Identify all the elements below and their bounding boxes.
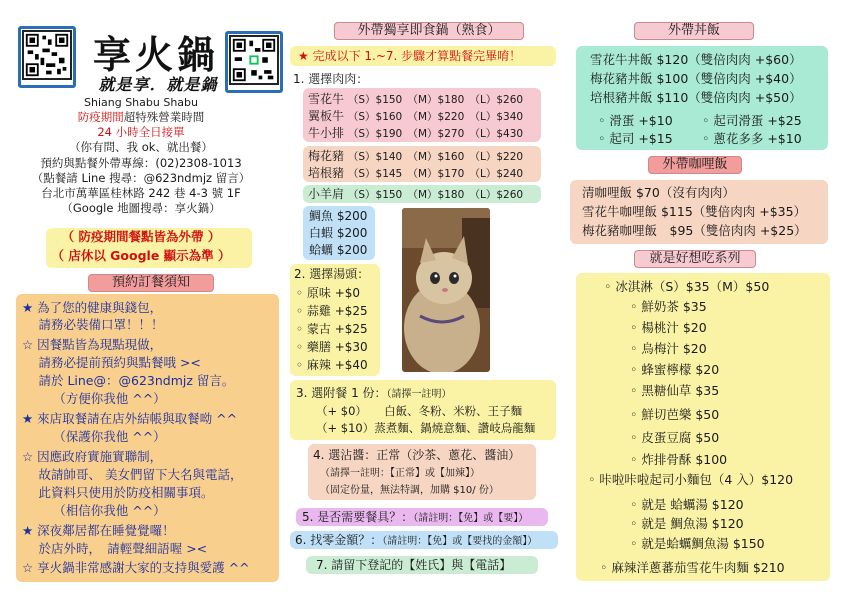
meat-row xyxy=(308,187,523,203)
notice-line: 請於 Line@：@623ndmjz 留言。 xyxy=(22,373,235,388)
meat-row xyxy=(308,166,523,182)
seafood-item: 白蝦 $200 xyxy=(309,226,368,240)
step3-note: （請擇一註明） xyxy=(386,389,452,400)
phone-text[interactable]: 預約與點餐外帶專線：(02)2308-1013 xyxy=(40,156,242,170)
snack-item: ◦ 鮮奶茶 $35 xyxy=(630,299,707,314)
notice-line: 於店外時， 請輕聲細語喔 >< xyxy=(22,541,208,556)
snack-item: ◦ 黑糖仙草 $35 xyxy=(630,383,720,398)
dine-note-2: （ 店休以 Google 顯示為準 ） xyxy=(51,248,231,263)
snack-item: ◦ 烏梅汁 $20 xyxy=(630,341,707,356)
step3-label xyxy=(296,386,452,402)
curry-item: 梅花豬咖哩飯 $95（雙倍肉肉 +$25） xyxy=(582,223,807,238)
step3-option-b: （+ $10）蒸煮麵、鍋燒意麵、讚岐烏龍麵 xyxy=(316,421,536,435)
snack-item: ◦ 麻辣洋蔥蕃茄雪花牛肉麵 $210 xyxy=(600,560,785,575)
snack-item: ◦ 楊桃汁 $20 xyxy=(630,320,707,335)
step6-note: （請註明：【免】或【要找的金額】） xyxy=(382,536,538,547)
qr-code-icon[interactable] xyxy=(22,30,72,80)
rice-item: 雪花牛丼飯 $120（雙倍肉肉 +$60） xyxy=(590,52,802,67)
snack-item: ◦ 冰淇淋（S）$35（M）$50 xyxy=(604,279,770,294)
seafood-item: 蛤蠣 $200 xyxy=(309,243,368,257)
special-hours-b: 超特殊營業時間 xyxy=(123,110,205,124)
snack-item: ◦ 鮮切芭樂 $50 xyxy=(630,407,720,422)
hotpot-title: 外帶獨享即食鍋（熟食） xyxy=(334,22,524,40)
notice-line: 故請帥哥、 美女們留下大名與電話， xyxy=(22,467,243,482)
rice-title: 外帶丼飯 xyxy=(634,22,754,40)
notice-line: 請務必裝備口罩！！！ xyxy=(22,317,164,332)
address-text: 台北市萬華區桂林路 242 巷 4-3 號 1F xyxy=(41,186,241,200)
soup-item: ◦ 蒙古 +$25 xyxy=(296,322,368,336)
meat-name: 梅花豬 xyxy=(308,149,345,163)
meat-row xyxy=(308,92,523,108)
curry-item: 雪花牛咖哩飯 $115（雙倍肉肉 +$35） xyxy=(582,204,807,219)
notice-line: ★ 來店取餐請在店外結帳與取餐呦 ^^ xyxy=(22,411,238,426)
step3-text: 3. 選附餐 1 份： xyxy=(296,386,387,400)
meat-prices: （S）$145 （M）$170 （L）$240 xyxy=(347,168,524,180)
soup-item: ◦ 麻辣 +$40 xyxy=(296,358,368,372)
rice-item: 培根豬丼飯 $110（雙倍肉肉 +$50） xyxy=(590,90,802,105)
meat-row xyxy=(308,149,523,165)
meat-prices: （S）$160 （M）$220 （L）$340 xyxy=(347,111,524,123)
snack-item: ◦ 就是 蛤蠣湯 $120 xyxy=(630,497,744,512)
snack-item: ◦ 皮蛋豆腐 $50 xyxy=(630,430,720,445)
snack-item: ◦ 炸排骨酥 $100 xyxy=(630,452,728,467)
rice-addon: ◦ 蔥花多多 +$10 xyxy=(702,131,802,146)
soup-item: ◦ 原味 +$0 xyxy=(296,286,361,300)
meat-name: 雪花牛 xyxy=(308,92,345,106)
line-qr-pattern xyxy=(231,37,277,83)
meat-prices: （S）$190 （M）$270 （L）$430 xyxy=(347,128,524,140)
map-text: （Google 地圖搜尋：享火鍋） xyxy=(61,201,221,215)
special-hours xyxy=(10,110,272,124)
hotpot-banner: ★ 完成以下 1.~7. 步驟才算點餐完畢唷！ xyxy=(298,49,522,63)
notice-line: ★ 為了您的健康與錢包， xyxy=(22,300,163,315)
line-search-text: （點餐請 Line 搜尋：@623ndmjz 留言） xyxy=(31,171,251,185)
cat-photo xyxy=(402,208,490,372)
notice-line: ☆ 因餐點皆為現點現做， xyxy=(22,337,163,352)
snack-item: ◦ 就是 鯛魚湯 $120 xyxy=(630,516,744,531)
snack-item: ◦ 就是蛤蠣鯛魚湯 $150 xyxy=(630,536,765,551)
notice-line: （保護你我他 ^^） xyxy=(22,429,166,444)
soup-item: ◦ 蒜雞 +$25 xyxy=(296,304,368,318)
notice-line: （相信你我他 ^^） xyxy=(22,503,166,518)
special-hours-a: 防疫期間 xyxy=(77,110,124,124)
step6-label xyxy=(295,533,537,549)
step5-text: 5. 是否需要餐具？： xyxy=(302,510,414,524)
step1-label: 1. 選擇肉肉： xyxy=(293,72,369,86)
meat-prices: （S）$150 （M）$180 （L）$260 xyxy=(347,94,524,106)
notice-line: ☆ 因應政府實施實聯制， xyxy=(22,449,163,464)
rice-addon: ◦ 起司 +$15 xyxy=(598,131,673,146)
step4-note-a: （請擇一註明：【正常】或【加辣】） xyxy=(320,468,480,479)
snack-item: ◦ 蜂蜜檸檬 $20 xyxy=(630,362,720,377)
curry-item: 清咖哩飯 $70（沒有肉肉） xyxy=(582,185,735,200)
notice-line: 請務必提前預約與點餐哦 >< xyxy=(22,355,201,370)
notice-title: 預約訂餐須知 xyxy=(88,274,214,292)
step4-label: 4. 選沾醬：正常（沙茶、蔥花、醬油） xyxy=(313,448,521,462)
line-qr-code-icon[interactable] xyxy=(229,35,279,85)
meat-prices: （S）$150 （M）$180 （L）$260 xyxy=(347,189,524,201)
step2-label: 2. 選擇湯頭： xyxy=(294,267,370,281)
step7-label: 7. 請留下登記的【姓氏】與【電話】 xyxy=(316,558,512,572)
step6-text: 6. 找零金額？： xyxy=(295,533,383,547)
dine-note-1: （ 防疫期間餐點皆為外帶 ） xyxy=(61,229,221,244)
friendly-text: （你有問、我 ok、就出餐） xyxy=(69,140,213,154)
step5-label xyxy=(302,510,528,526)
snacks-title: 就是好想吃系列 xyxy=(634,250,756,268)
notice-line: ★ 深夜鄰居都在睡覺覺囉！ xyxy=(22,523,175,538)
notice-line: ☆ 享火鍋非常感謝大家的支持與愛護 ^^ xyxy=(22,560,250,575)
meat-row xyxy=(308,109,523,125)
notice-line: 此資料只使用於防疫相關事項。 xyxy=(22,485,214,500)
all-day-text: 24 小時全日接單 xyxy=(97,125,185,139)
rice-item: 梅花豬丼飯 $100（雙倍肉肉 +$40） xyxy=(590,71,802,86)
brand-name: 享火鍋 xyxy=(92,32,219,77)
rice-addon: ◦ 起司滑蛋 +$25 xyxy=(702,113,802,128)
brand-slogan: 就是享．就是鍋 xyxy=(98,75,218,94)
step3-option-a: （+ $0） 白飯、冬粉、米粉、王子麵 xyxy=(316,404,523,418)
seafood-item: 鯛魚 $200 xyxy=(309,209,368,223)
meat-name: 翼板牛 xyxy=(308,109,345,123)
meat-row xyxy=(308,126,523,142)
rice-addon: ◦ 滑蛋 +$10 xyxy=(598,113,673,128)
curry-title: 外帶咖哩飯 xyxy=(648,156,742,174)
english-name: Shiang Shabu Shabu xyxy=(84,96,198,109)
meat-name: 牛小排 xyxy=(308,126,345,140)
meat-name: 培根豬 xyxy=(308,166,345,180)
step4-note-b: （固定份量，無法特調，加購 $10/ 份） xyxy=(320,485,499,496)
cat-illustration xyxy=(402,208,490,372)
step5-note: （請註明：【免】或【要】） xyxy=(413,513,529,524)
qr-code-pattern xyxy=(24,32,70,78)
snack-item: ◦ 咔啦咔啦起司小麵包（4 入）$120 xyxy=(588,472,794,487)
meat-name: 小羊肩 xyxy=(308,187,345,201)
soup-item: ◦ 藥膳 +$30 xyxy=(296,340,368,354)
meat-prices: （S）$140 （M）$160 （L）$220 xyxy=(347,151,524,163)
notice-line: （方便你我他 ^^） xyxy=(22,391,166,406)
